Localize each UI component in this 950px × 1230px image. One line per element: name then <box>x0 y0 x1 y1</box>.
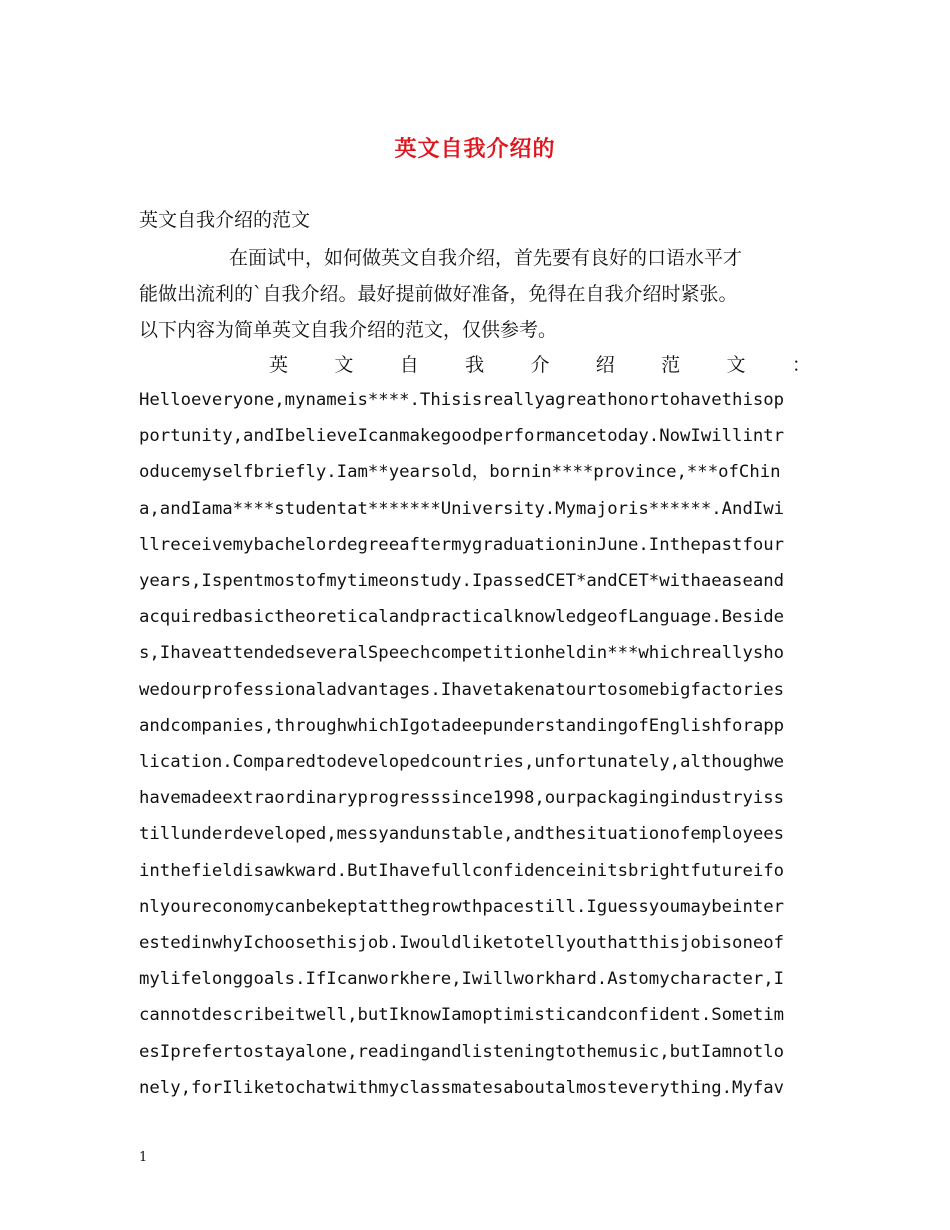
document-title: 英文自我介绍的 <box>394 137 556 162</box>
body-line: esIprefertostayalone,readingandlisteningtothemusic,butIamnotlo <box>139 1041 785 1062</box>
body-line: cannotdescribeitwell,butIknowIamoptimisticandconfident.Sometim <box>139 1005 785 1026</box>
sample-heading-char: 文 <box>726 354 746 376</box>
sample-heading-char: 英 <box>269 354 289 376</box>
sample-heading-char: 文 <box>334 354 354 376</box>
sample-heading <box>139 347 811 383</box>
body-line: acquiredbasictheoreticalandpracticalknowledgeofLanguage.Beside <box>139 607 785 628</box>
body-line: a,andIama****studentat*******University.Mymajoris******.AndIwi <box>139 498 785 519</box>
intro-line: 能做出流利的`自我介绍。最好提前做好准备，免得在自我介绍时紧张。 <box>139 283 738 305</box>
body-line: wedourprofessionaladvantages.Ihavetakenatourtosomebigfactories <box>139 679 785 700</box>
body-line: andcompanies,throughwhichIgotadeepunderstandingofEnglishforapp <box>139 715 785 736</box>
body-line: tillunderdeveloped,messyandunstable,andthesituationofemployees <box>139 824 785 845</box>
sample-heading-char: 范 <box>661 354 681 376</box>
page-number: 1 <box>139 1150 148 1165</box>
sample-heading-char: 我 <box>465 354 485 376</box>
body-line: nlyoureconomycanbekeptatthegrowthpacestill.Iguessyoumaybeinter <box>139 896 785 917</box>
body-line: nely,forIliketochatwithmyclassmatesaboutalmosteverything.Myfav <box>139 1077 785 1098</box>
body-line: lication.Comparedtodevelopedcountries,unfortunately,althoughwe <box>139 752 785 773</box>
body-line: s,IhaveattendedseveralSpeechcompetitionheldin***whichreallysho <box>139 643 785 664</box>
body-line: Helloeveryone,mynameis****.Thisisreallyagreathonortohavethisop <box>139 390 785 410</box>
body-line: llreceivemybachelordegreeaftermygraduationinJune.Inthepastfour <box>139 534 785 555</box>
body-line: mylifelonggoals.IfIcanworkhere,Iwillworkhard.Astomycharacter,I <box>139 969 785 990</box>
intro-line: 在面试中，如何做英文自我介绍，首先要有良好的口语水平才 <box>229 247 743 269</box>
sample-heading-char: ： <box>791 354 811 376</box>
body-line: estedinwhyIchoosethisjob.Iwouldliketotellyouthatthisjobisoneof <box>139 933 785 954</box>
body-line: years,Ispentmostofmytimeonstudy.IpassedCET*andCET*withaeaseand <box>139 571 785 592</box>
sample-heading-char: 绍 <box>595 354 615 376</box>
sample-heading-char: 自 <box>399 354 419 376</box>
intro-paragraph <box>139 240 829 348</box>
body-line: inthefieldisawkward.ButIhavefullconfidenceinitsbrightfutureifo <box>139 860 785 881</box>
body-line: portunity,andIbelieveIcanmakegoodperformancetoday.NowIwillintr <box>139 426 785 447</box>
intro-line: 以下内容为简单英文自我介绍的范文，仅供参考。 <box>139 319 558 341</box>
sample-heading-char: 介 <box>530 354 550 376</box>
body-line: havemadeextraordinaryprogresssince1998,ourpackagingindustryiss <box>139 788 785 809</box>
section-subtitle: 英文自我介绍的范文 <box>139 209 311 231</box>
body-line: oducemyselfbriefly.Iam**yearsold，bornin****province,***ofChin <box>139 462 781 483</box>
body-paragraph <box>139 382 819 1106</box>
